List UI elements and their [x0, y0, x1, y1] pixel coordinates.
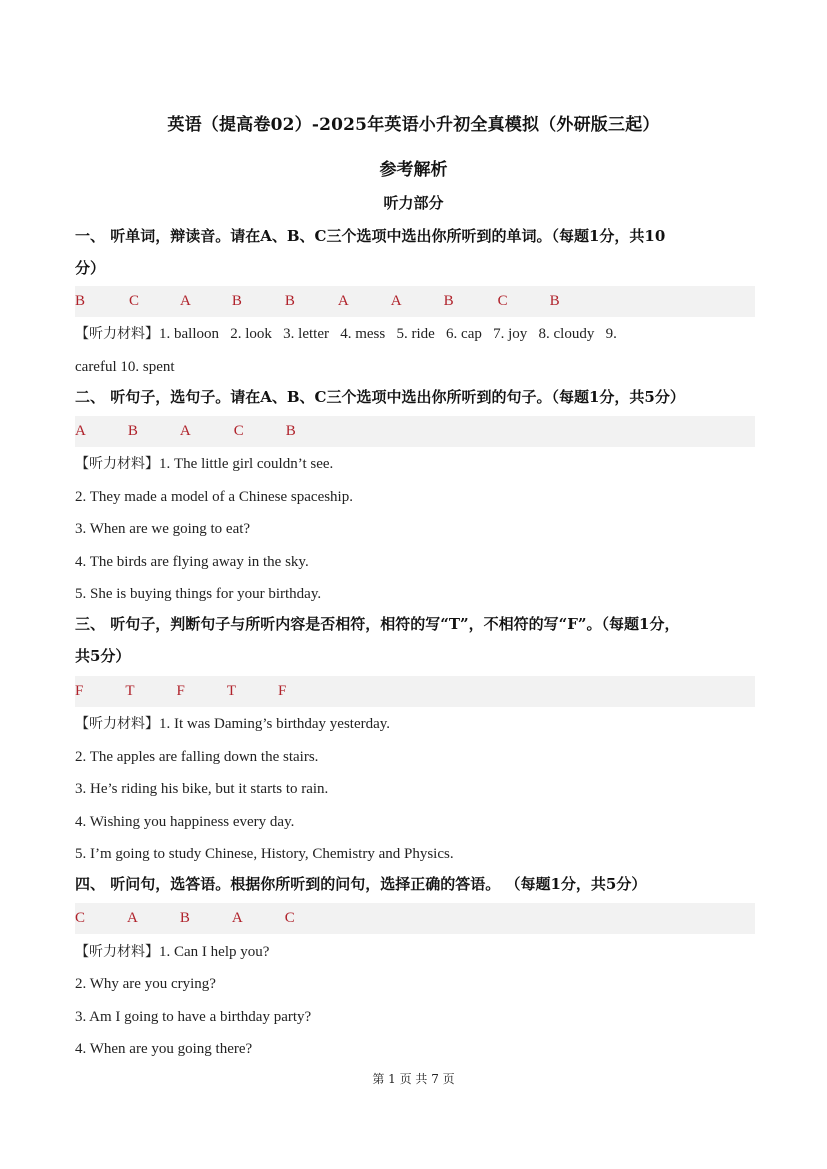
- answer-2: T: [125, 683, 135, 699]
- section-2-material-line1: [75, 453, 755, 475]
- section-1-heading-line1: 一、 听单词，辩读音。请在A、B、C三个选项中选出你所听到的单词。（每题1分，共10: [75, 227, 666, 245]
- material-tag: 【听力材料】: [75, 944, 159, 960]
- answer-3: B: [179, 910, 190, 926]
- answer-2: B: [127, 423, 138, 439]
- answer-2: C: [129, 293, 140, 309]
- answer-2: A: [127, 910, 138, 926]
- section-4-heading: [75, 868, 755, 900]
- section-3-answers: [75, 676, 755, 707]
- section-2-answers: [75, 416, 755, 447]
- section-4-material-line2: 2. Why are you crying?: [75, 976, 216, 992]
- answer-3: F: [176, 683, 185, 699]
- answer-3: A: [180, 293, 191, 309]
- answer-5: C: [284, 910, 295, 926]
- material-tag: 【听力材料】: [75, 716, 159, 732]
- section-1-heading: [75, 220, 755, 284]
- section-4-material-line4: 4. When are you going there?: [75, 1041, 253, 1057]
- answer-1: C: [75, 910, 86, 926]
- material-text: 1. The little girl couldn’t see.: [159, 456, 334, 472]
- document-title: 英语（提高卷02）-2025年英语小升初全真模拟（外研版三起）: [167, 115, 660, 135]
- material-text: 1. It was Daming’s birthday yesterday.: [159, 716, 391, 732]
- answer-4: B: [231, 293, 242, 309]
- section-1-material-line1: [75, 323, 755, 345]
- answer-1: A: [75, 423, 86, 439]
- material-text: 1. balloon 2. look 3. letter 4. mess 5. ride 6. cap 7. joy 8. cloudy 9.: [159, 326, 617, 342]
- answer-5: F: [278, 683, 287, 699]
- section-3-material-line4: 4. Wishing you happiness every day.: [75, 814, 295, 830]
- page-footer: 第 1 页 共 7 页: [372, 1072, 455, 1086]
- section-3-heading-line1: 三、 听句子，判断句子与所听内容是否相符，相符的写“T”，不相符的写“F”。（每题1分，: [75, 615, 680, 633]
- section-1-answers: [75, 286, 755, 317]
- section-2-material-line3: 3. When are we going to eat?: [75, 521, 251, 537]
- section-4-heading-line1: 四、 听问句，选答语。根据你所听到的问句，选择正确的答语。 （每题1分，共5分）: [75, 875, 647, 893]
- document-subtitle: 参考解析: [379, 160, 448, 180]
- answer-4: A: [231, 910, 243, 926]
- answer-7: A: [390, 293, 402, 309]
- section-2-material-line4: 4. The birds are flying away in the sky.: [75, 554, 309, 570]
- material-tag: 【听力材料】: [75, 456, 159, 472]
- answer-6: A: [337, 293, 349, 309]
- answer-3: A: [179, 423, 191, 439]
- answer-10: B: [549, 293, 560, 309]
- section-1-material-line2: careful 10. spent: [75, 359, 175, 375]
- section-4-material-line3: 3. Am I going to have a birthday party?: [75, 1009, 312, 1025]
- section-3-material-line5: 5. I’m going to study Chinese, History, Chemistry and Physics.: [75, 846, 454, 862]
- section-1-heading-line2: 分）: [75, 259, 106, 277]
- section-2-material-line5: 5. She is buying things for your birthday.: [75, 586, 322, 602]
- answer-4: C: [233, 423, 244, 439]
- section-2-material-line2: 2. They made a model of a Chinese spaceship.: [75, 489, 353, 505]
- section-3-material-line1: [75, 713, 755, 735]
- part-heading: 听力部分: [383, 194, 444, 212]
- answer-1: B: [75, 293, 86, 309]
- section-3-material-line2: 2. The apples are falling down the stairs.: [75, 749, 319, 765]
- section-3-heading-line2: 共5分）: [75, 647, 131, 665]
- answer-9: C: [497, 293, 508, 309]
- section-2-heading-line1: 二、 听句子，选句子。请在A、B、C三个选项中选出你所听到的句子。（每题1分，共5分）: [75, 388, 685, 406]
- answer-5: B: [284, 293, 295, 309]
- material-tag: 【听力材料】: [75, 326, 159, 342]
- answer-8: B: [443, 293, 454, 309]
- section-4-material-line1: [75, 941, 755, 963]
- section-4-answers: [75, 903, 755, 934]
- section-2-heading: [75, 381, 755, 413]
- section-3-material-line3: 3. He’s riding his bike, but it starts to rain.: [75, 781, 329, 797]
- section-3-heading: [75, 608, 755, 672]
- answer-1: F: [75, 683, 84, 699]
- answer-5: B: [285, 423, 296, 439]
- material-text: 1. Can I help you?: [159, 944, 270, 960]
- answer-4: T: [226, 683, 237, 699]
